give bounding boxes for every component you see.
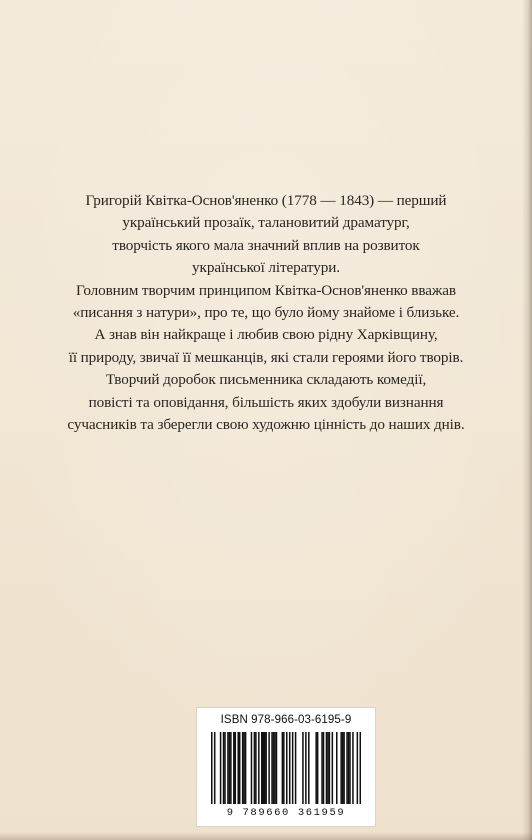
barcode-bar — [211, 732, 213, 804]
barcode-bar — [251, 732, 253, 804]
barcode-bar — [268, 732, 270, 804]
barcode-bars — [211, 732, 361, 804]
barcode-bar — [349, 732, 351, 804]
blurb-line: «писання з натури», про те, що було йому знайоме і близьке. — [72, 304, 460, 322]
barcode-bar — [289, 732, 291, 804]
barcode-bar — [295, 732, 297, 804]
barcode-bar — [346, 732, 348, 804]
barcode-bar — [286, 732, 288, 804]
barcode-bar — [258, 732, 260, 804]
barcode-bar — [357, 732, 359, 804]
barcode-bar — [360, 732, 361, 804]
barcode-bar — [264, 732, 266, 804]
barcode-bar — [302, 732, 304, 804]
barcode-bar — [283, 732, 285, 804]
barcode-bar — [352, 732, 354, 804]
barcode-bar — [315, 732, 317, 804]
barcode-bar — [323, 732, 325, 804]
isbn-label: ISBN 978-966-03-6195-9 — [220, 714, 352, 726]
isbn-barcode — [196, 707, 376, 827]
barcode-digits: 9 789660 361959 — [226, 807, 346, 819]
barcode-bar — [274, 732, 276, 804]
barcode-bar — [243, 732, 245, 804]
blurb-line: повісті та оповідання, більшість яких здобули визнання — [88, 393, 444, 411]
barcode-bar — [237, 732, 239, 804]
barcode-bar — [229, 732, 231, 804]
barcode-bar — [223, 732, 225, 804]
barcode-bar — [224, 732, 226, 804]
barcode-bar — [220, 732, 222, 804]
barcode-bar — [262, 732, 264, 804]
barcode-bar — [233, 732, 235, 804]
barcode-bar — [332, 732, 334, 804]
blurb-line: Головним творчим принципом Квітка-Основ'яненко вважав — [75, 281, 456, 299]
barcode-bar — [340, 732, 342, 804]
blurb-line: український прозаїк, талановитий драматург, — [122, 214, 410, 232]
barcode-bar — [271, 732, 273, 804]
barcode-bar — [336, 732, 338, 804]
barcode-bar — [343, 732, 345, 804]
barcode-bar — [326, 732, 328, 804]
blurb-line: Творчий доробок письменника складають комедії, — [105, 371, 427, 389]
barcode-bar — [317, 732, 319, 804]
blurb-line: її природу, звичаї її мешканців, які стали героями його творів. — [68, 348, 464, 366]
barcode-bar — [305, 732, 307, 804]
cover-right-edge-shadow — [522, 0, 532, 840]
barcode-bar — [282, 732, 284, 804]
barcode-bar — [329, 732, 331, 804]
barcode-bar — [242, 732, 244, 804]
barcode-bar — [273, 732, 275, 804]
blurb-line: сучасників та зберегли свою художню цінність до наших днів. — [67, 416, 465, 434]
barcode-bar — [235, 732, 237, 804]
barcode-bar — [321, 732, 323, 804]
author-blurb — [40, 190, 492, 436]
barcode-bar — [254, 732, 256, 804]
cover-bottom-edge-shadow — [0, 832, 532, 840]
barcode-bar — [230, 732, 232, 804]
barcode-bar — [239, 732, 241, 804]
barcode-bar — [255, 732, 257, 804]
barcode-bar — [261, 732, 263, 804]
barcode-bar — [327, 732, 329, 804]
blurb-line: А знав він найкраще і любив свою рідну Харківщину, — [94, 326, 438, 344]
blurb-line: творчість якого мала значний вплив на розвиток — [112, 236, 420, 254]
barcode-bar — [214, 732, 216, 804]
barcode-bar — [245, 732, 247, 804]
blurb-line: Григорій Квітка-Основ'яненко (1778 — 1843) — перший — [85, 192, 447, 209]
barcode-bar — [308, 732, 310, 804]
barcode-bar — [276, 732, 278, 804]
barcode-bar — [265, 732, 267, 804]
barcode-bar — [292, 732, 294, 804]
barcode-bar — [348, 732, 350, 804]
barcode-bar — [227, 732, 229, 804]
blurb-line: української літератури. — [192, 259, 340, 277]
barcode-bar — [342, 732, 344, 804]
